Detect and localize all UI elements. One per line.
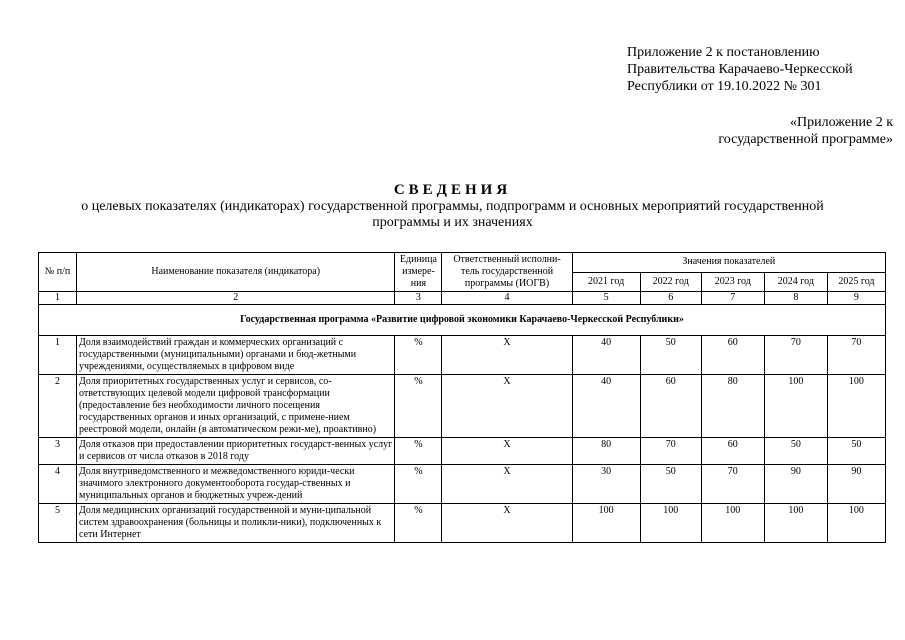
annex-line-2: Правительства Карачаево-Черкесской [627, 62, 853, 77]
value-cell: 40 [572, 375, 640, 438]
value-cell: 100 [764, 375, 827, 438]
table-row [39, 336, 886, 375]
table-row [39, 375, 886, 438]
responsible-cell: Х [442, 504, 572, 543]
row-number: 4 [39, 465, 77, 504]
value-cell: 90 [764, 465, 827, 504]
section-title: Государственная программа «Развитие цифровой экономики Карачаево-Черкесской Республики» [39, 305, 886, 336]
column-number: 3 [395, 292, 442, 305]
value-cell: 30 [572, 465, 640, 504]
value-cell: 100 [764, 504, 827, 543]
column-number: 5 [572, 292, 640, 305]
indicator-name: Доля внутриведомственного и межведомственного юриди-чески значимого электронного документооборота государ-ственных и муниципальных органов и бюджетных учреж-дений [77, 465, 395, 504]
responsible-cell: Х [442, 336, 572, 375]
responsible-cell: Х [442, 438, 572, 465]
program-annex-line-1: «Приложение 2 к [790, 115, 893, 130]
column-number: 7 [701, 292, 764, 305]
annex-line-3: Республики от 19.10.2022 № 301 [627, 79, 822, 94]
value-cell: 100 [572, 504, 640, 543]
value-cell: 80 [701, 375, 764, 438]
value-cell: 70 [640, 438, 701, 465]
value-cell: 100 [701, 504, 764, 543]
value-cell: 100 [640, 504, 701, 543]
row-number: 3 [39, 438, 77, 465]
document-title: СВЕДЕНИЯ [393, 182, 512, 198]
value-cell: 60 [701, 336, 764, 375]
program-annex-line-2: государственной программе» [718, 132, 893, 147]
column-number: 4 [442, 292, 572, 305]
value-cell: 50 [827, 438, 885, 465]
value-cell: 80 [572, 438, 640, 465]
responsible-cell: Х [442, 375, 572, 438]
column-number: 8 [764, 292, 827, 305]
indicators-table [38, 252, 886, 543]
header-year: 2025 год [827, 272, 885, 292]
indicator-name: Доля приоритетных государственных услуг и сервисов, со-ответствующих целевой модели цифровой трансформации (предоставление без необходимости личного посещения государственных органов и иных организаций, с примене-нием реестровой модели, онлайн (в автоматическом режи-ме), проактивно) [77, 375, 395, 438]
unit-cell: % [395, 438, 442, 465]
header-year: 2024 год [764, 272, 827, 292]
table-row [39, 504, 886, 543]
annex-reference [627, 44, 897, 95]
header-num: № п/п [39, 253, 77, 292]
program-annex-reference [593, 114, 893, 148]
unit-cell: % [395, 336, 442, 375]
indicator-name: Доля медицинских организаций государственной и муни-ципальной систем здравоохранения (больницы и поликли-ники), подключенных к сети Интернет [77, 504, 395, 543]
column-number: 1 [39, 292, 77, 305]
value-cell: 60 [640, 375, 701, 438]
column-number: 6 [640, 292, 701, 305]
header-name: Наименование показателя (индикатора) [77, 253, 395, 292]
header-year: 2021 год [572, 272, 640, 292]
header-year: 2023 год [701, 272, 764, 292]
annex-line-1: Приложение 2 к постановлению [627, 45, 820, 60]
unit-cell: % [395, 465, 442, 504]
value-cell: 50 [640, 336, 701, 375]
document-subtitle: о целевых показателях (индикаторах) государственной программы, подпрограмм и основных мероприятий государственной программы и их значениях [81, 199, 824, 230]
table-row [39, 438, 886, 465]
column-number: 2 [77, 292, 395, 305]
unit-cell: % [395, 375, 442, 438]
value-cell: 60 [701, 438, 764, 465]
title-block [0, 182, 905, 231]
column-numbers-row [39, 292, 886, 305]
value-cell: 70 [764, 336, 827, 375]
value-cell: 50 [764, 438, 827, 465]
indicator-name: Доля взаимодействий граждан и коммерческих организаций с государственными (муниципальными) органами и бюд-жетными учреждениями, осуществляемых в цифровом виде [77, 336, 395, 375]
value-cell: 70 [701, 465, 764, 504]
value-cell: 50 [640, 465, 701, 504]
header-unit: Единица измере-ния [395, 253, 442, 292]
header-responsible: Ответственный исполни-тель государственной программы (ИОГВ) [442, 253, 572, 292]
header-row-1 [39, 253, 886, 273]
value-cell: 90 [827, 465, 885, 504]
row-number: 1 [39, 336, 77, 375]
table-row [39, 465, 886, 504]
row-number: 5 [39, 504, 77, 543]
responsible-cell: Х [442, 465, 572, 504]
header-values-group: Значения показателей [572, 253, 885, 273]
header-year: 2022 год [640, 272, 701, 292]
section-row [39, 305, 886, 336]
value-cell: 100 [827, 375, 885, 438]
unit-cell: % [395, 504, 442, 543]
value-cell: 100 [827, 504, 885, 543]
indicator-name: Доля отказов при предоставлении приоритетных государст-венных услуг и сервисов от числа отказов в 2018 году [77, 438, 395, 465]
value-cell: 40 [572, 336, 640, 375]
value-cell: 70 [827, 336, 885, 375]
column-number: 9 [827, 292, 885, 305]
row-number: 2 [39, 375, 77, 438]
